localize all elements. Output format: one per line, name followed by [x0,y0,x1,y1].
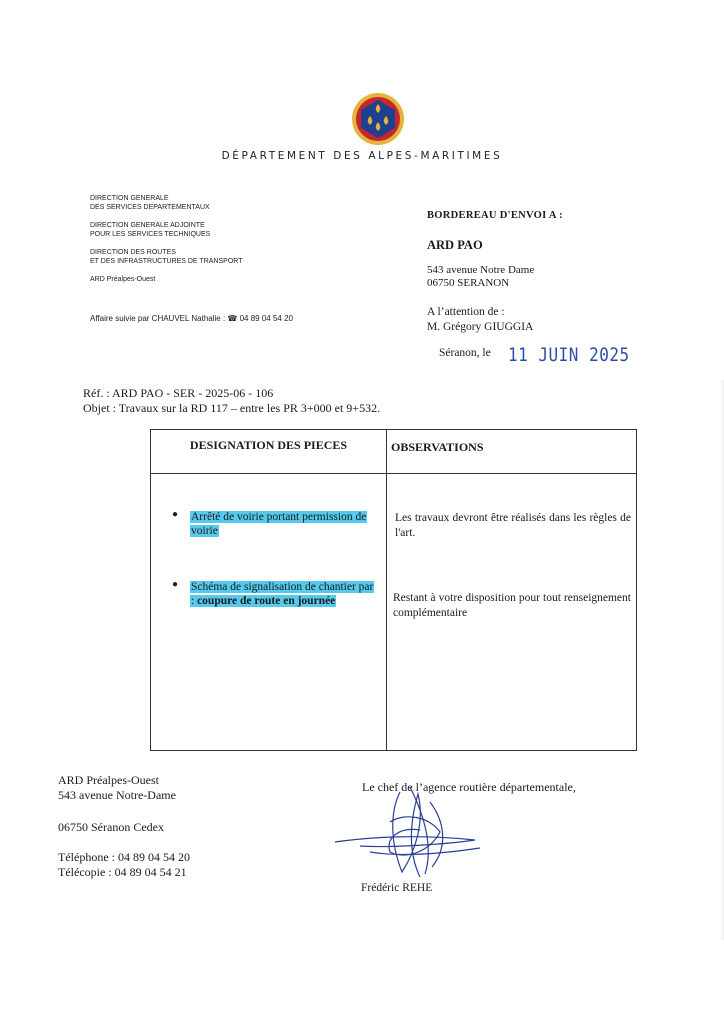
footer-street: 543 avenue Notre-Dame [58,788,176,802]
bordereau-title: BORDEREAU D'ENVOI A : [427,210,563,221]
handwritten-signature [330,782,490,882]
scan-edge [720,380,724,940]
footer-agency: ARD Préalpes-Ouest [58,773,159,787]
recipient-attention: A l’attention de : M. Grégory GIUGGIA [427,306,534,333]
sender-line-2: DIRECTION GENERALE ADJOINTE POUR LES SERVICES TECHNIQUES [90,222,211,238]
bullet-2: ● [172,579,179,590]
bullet-1: ● [172,509,179,520]
sender-line-1: DIRECTION GENERALE DES SERVICES DEPARTEMENTAUX [90,195,210,211]
footer-phone: Téléphone : 04 89 04 54 20 [58,850,190,864]
observation-1: Les travaux devront être réalisés dans les règles de l'art. [395,512,631,539]
observation-2: Restant à votre disposition pour tout renseignement complémentaire [393,592,631,619]
sender-line-4: ARD Préalpes-Ouest [90,276,156,283]
footer-fax: Télécopie : 04 89 04 54 21 [58,865,187,879]
date-place: Séranon, le [439,347,491,359]
reference-object: Objet : Travaux sur la RD 117 – entre les PR 3+000 et 9+532. [83,401,381,415]
date-stamp: 11 JUIN 2025 [508,343,630,366]
col-header-observations: OBSERVATIONS [387,430,637,474]
piece-item-2: Schéma de signalisation de chantier par : coupure de route en journée [191,581,374,607]
signatory-name: Frédéric REHE [361,882,433,894]
department-title: DÉPARTEMENT DES ALPES-MARITIMES [221,150,503,162]
department-logo [351,92,405,146]
affaire-suivie: Affaire suivie par CHAUVEL Nathalie : ☎ 04 89 04 54 20 [90,314,293,323]
footer-address [58,773,190,880]
sender-block [90,194,350,293]
sender-line-3: DIRECTION DES ROUTES ET DES INFRASTRUCTURES DE TRANSPORT [90,249,243,265]
footer-city: 06750 Séranon Cedex [58,820,164,834]
reference-number: Réf. : ARD PAO - SER - 2025-06 - 106 [83,386,274,400]
signatory-title: Le chef de l’agence routière départementale, [362,780,576,794]
reference-block [83,386,380,416]
recipient-address: 543 avenue Notre Dame 06750 SERANON [427,264,535,289]
piece-item-1: Arrêté de voirie portant permission de voirie [191,511,367,537]
col-header-designation: DESIGNATION DES PIECES [151,430,387,474]
recipient-name: ARD PAO [427,238,483,252]
